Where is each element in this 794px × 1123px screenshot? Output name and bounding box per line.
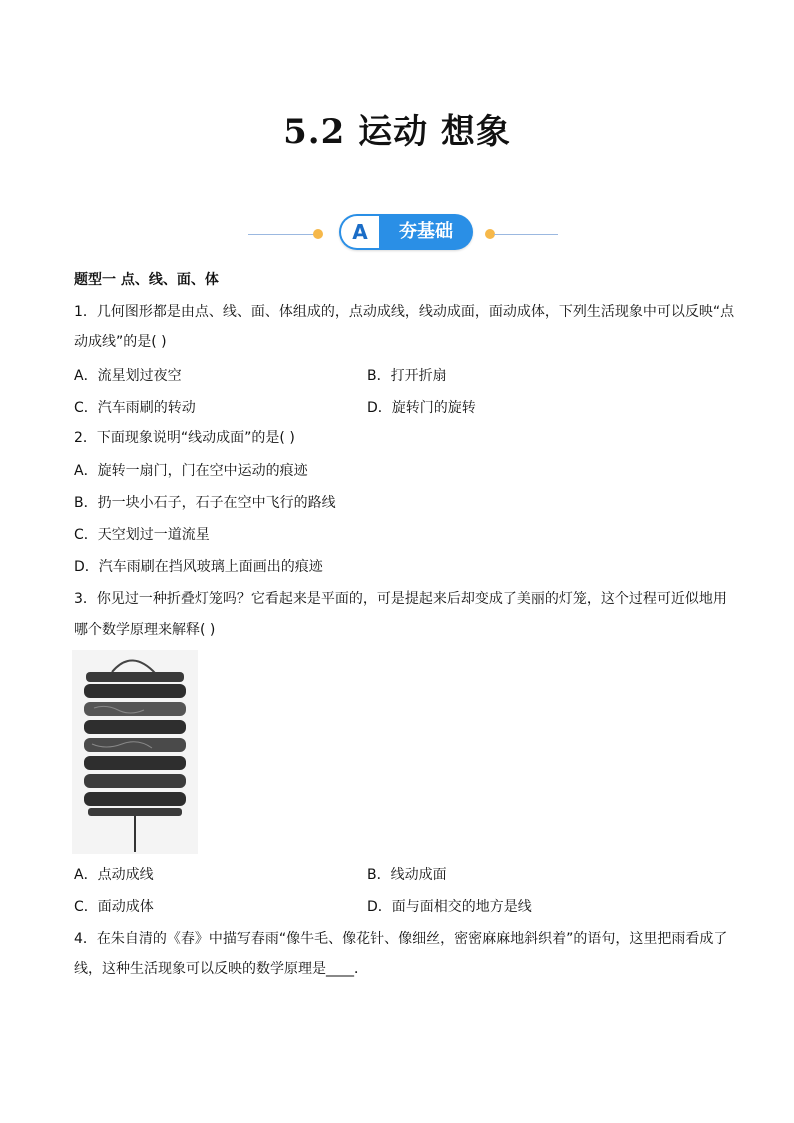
banner-line-left <box>248 234 316 235</box>
q1-option-a: A．流星划过夜空 <box>74 368 182 384</box>
q3-option-a: A．点动成线 <box>74 867 154 883</box>
section-banner <box>0 212 794 252</box>
q3-option-b: B．线动成面 <box>367 867 447 883</box>
q4-stem-line1: 4．在朱自清的《春》中描写春雨“像牛毛、像花针、像细丝，密密麻麻地斜织着”的语句，这里把雨看成了 <box>74 931 728 947</box>
q1-stem-line2: 动成线”的是( ) <box>74 334 167 350</box>
page-title: 5.2 运动 想象 <box>283 112 511 152</box>
folding-lantern-image <box>72 650 198 854</box>
q2-stem: 2．下面现象说明“线动成面”的是( ) <box>74 430 295 446</box>
q2-option-a: A．旋转一扇门，门在空中运动的痕迹 <box>74 463 308 479</box>
banner-line-right <box>494 234 558 235</box>
q3-option-d: D．面与面相交的地方是线 <box>367 899 532 915</box>
q2-option-c: C．天空划过一道流星 <box>74 527 210 543</box>
q3-option-c: C．面动成体 <box>74 899 154 915</box>
q4-stem-line2: 线，这种生活现象可以反映的数学原理是____． <box>74 961 368 977</box>
banner-label: 夯基础 <box>399 221 453 242</box>
q1-option-c: C．汽车雨刷的转动 <box>74 400 196 416</box>
q1-option-d: D．旋转门的旋转 <box>367 400 476 416</box>
q2-option-d: D．汽车雨刷在挡风玻璃上面画出的痕迹 <box>74 559 323 575</box>
banner-letter: A <box>341 216 379 248</box>
q3-stem-line1: 3．你见过一种折叠灯笼吗？它看起来是平面的，可是提起来后却变成了美丽的灯笼，这个过程可近似地用 <box>74 591 727 607</box>
section-heading: 题型一 点、线、面、体 <box>74 272 219 288</box>
q1-option-b: B．打开折扇 <box>367 368 447 384</box>
q2-option-b: B．扔一块小石子，石子在空中飞行的路线 <box>74 495 336 511</box>
banner-dot-left <box>313 229 323 239</box>
q3-stem-line2: 哪个数学原理来解释( ) <box>74 622 216 638</box>
q1-stem-line1: 1．几何图形都是由点、线、面、体组成的，点动成线，线动成面，面动成体，下列生活现象中可以反映“点 <box>74 304 735 320</box>
